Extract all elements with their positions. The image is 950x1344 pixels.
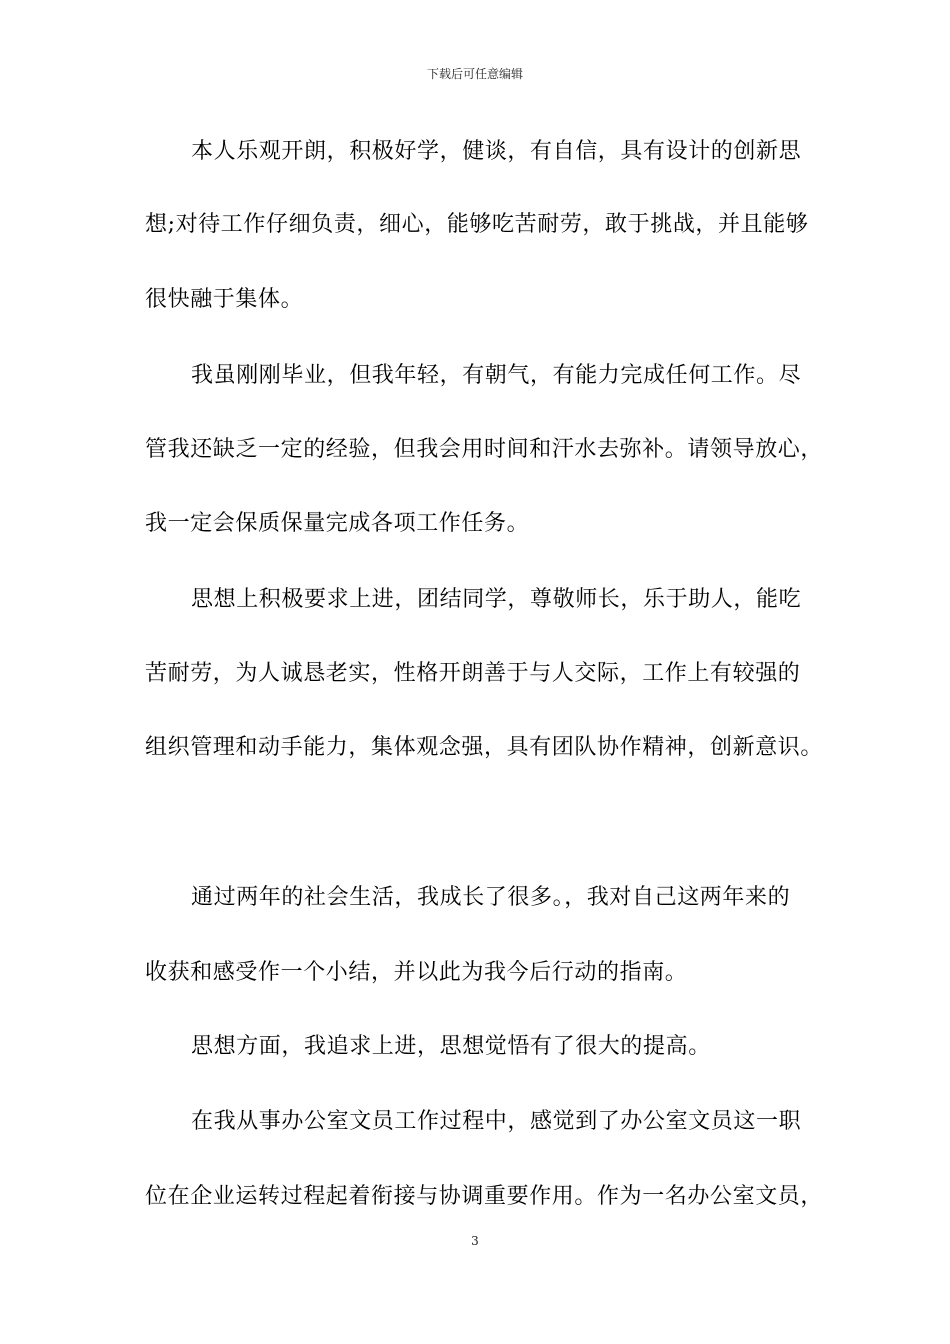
- page-number: 3: [471, 1234, 479, 1248]
- body-line: 思想方面，我追求上进，思想觉悟有了很大的提高。: [191, 1034, 711, 1059]
- body-line: 管我还缺乏一定的经验，但我会用时间和汗水去弥补。请领导放心，: [145, 437, 824, 462]
- body-line: 我一定会保质保量完成各项工作任务。: [145, 511, 530, 536]
- body-line: 苦耐劳，为人诚恳老实，性格开朗善于与人交际，工作上有较强的: [145, 661, 801, 686]
- body-line: 位在企业运转过程起着衔接与协调重要作用。作为一名办公室文员，: [145, 1184, 824, 1209]
- body-line: 在我从事办公室文员工作过程中，感觉到了办公室文员这一职: [191, 1109, 802, 1134]
- body-line: 收获和感受作一个小结，并以此为我今后行动的指南。: [145, 960, 688, 985]
- body-line: 想;对待工作仔细负责，细心，能够吃苦耐劳，敢于挑战，并且能够: [145, 212, 809, 237]
- page-header: 下载后可任意编辑: [426, 67, 523, 81]
- body-line: 组织管理和动手能力，集体观念强，具有团队协作精神，创新意识。: [145, 735, 824, 760]
- body-line: 思想上积极要求上进，团结同学，尊敬师长，乐于助人，能吃: [191, 587, 802, 612]
- body-line: 本人乐观开朗，积极好学，健谈，有自信，具有设计的创新思: [191, 139, 802, 164]
- body-line: 很快融于集体。: [145, 287, 304, 312]
- body-line: 通过两年的社会生活，我成长了很多。，我对自己这两年来的: [191, 885, 791, 910]
- body-line: 我虽刚刚毕业，但我年轻，有朝气，有能力完成任何工作。尽: [191, 363, 802, 388]
